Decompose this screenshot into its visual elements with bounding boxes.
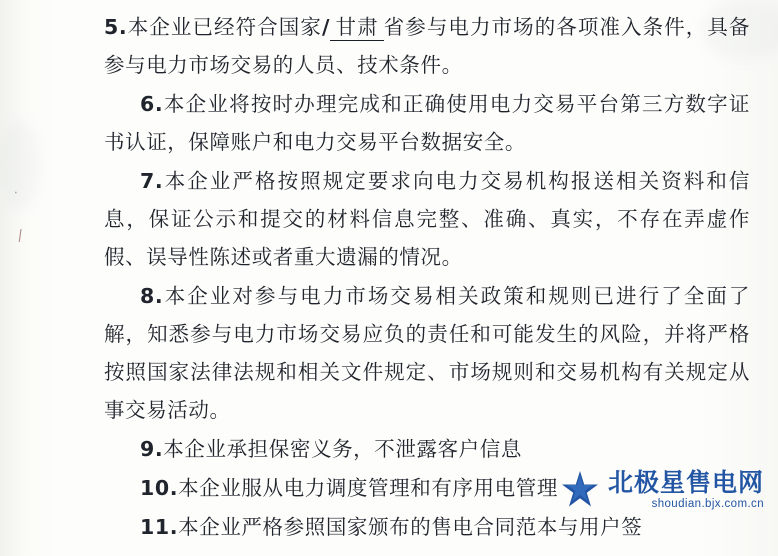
clause-5-text-before: 本企业已经符合国家 [127, 15, 322, 39]
clause-5-slash: / [321, 15, 331, 39]
clause-6-number: 6. [140, 92, 164, 116]
watermark-url: shoudian.bjx.com.cn [651, 497, 764, 510]
clause-9-paragraph [104, 430, 750, 468]
clause-8-paragraph [104, 277, 750, 429]
star-logo-icon [560, 470, 600, 510]
clause-5-paragraph [104, 8, 750, 84]
clause-11-number: 11. [140, 515, 179, 539]
clause-10-number: 10. [140, 476, 179, 500]
clause-7-number: 7. [140, 169, 164, 193]
clause-8-text: 本企业对参与电力市场交易相关政策和规则已进行了全面了解，知悉参与电力市场交易应负的责任和可能发生的风险，并将严格按照国家法律法规和相关文件规定、市场规则和交易机构有关规定从事交易活动。 [104, 284, 750, 422]
watermark-brand: 北极星售电网 [607, 467, 764, 497]
clause-6-text: 本企业将按时办理完成和正确使用电力交易平台第三方数字证书认证，保障账户和电力交易平台数据安全。 [104, 92, 750, 154]
clause-9-text: 本企业承担保密义务，不泄露客户信息 [163, 437, 522, 461]
clause-9-number: 9. [140, 437, 164, 461]
clause-5-blank-filled: 甘肃 [330, 15, 384, 41]
margin-mark-stroke: | [16, 227, 24, 244]
clause-5-text-after: 省参与电力市场的各项准入条件，具备参与电力市场交易的人员、技术条件。 [104, 15, 751, 77]
clause-11-text: 本企业严格参照国家颁布的售电合同范本与用户签 [178, 515, 643, 539]
clause-6-paragraph [104, 85, 750, 161]
watermark-text [607, 467, 764, 511]
clause-11-paragraph [104, 508, 750, 546]
clause-7-paragraph [104, 162, 750, 276]
clause-7-text: 本企业严格按照规定要求向电力交易机构报送相关资料和信息，保证公示和提交的材料信息完整、准确、真实，不存在弄虚作假、误导性陈述或者重大遗漏的情况。 [104, 169, 750, 269]
clause-10-text: 本企业服从电力调度管理和有序用电管理 [178, 476, 558, 500]
margin-mark-dot: · [12, 185, 20, 202]
watermark-logo [560, 467, 764, 511]
clause-5-number: 5. [104, 15, 128, 39]
clause-8-number: 8. [140, 284, 164, 308]
